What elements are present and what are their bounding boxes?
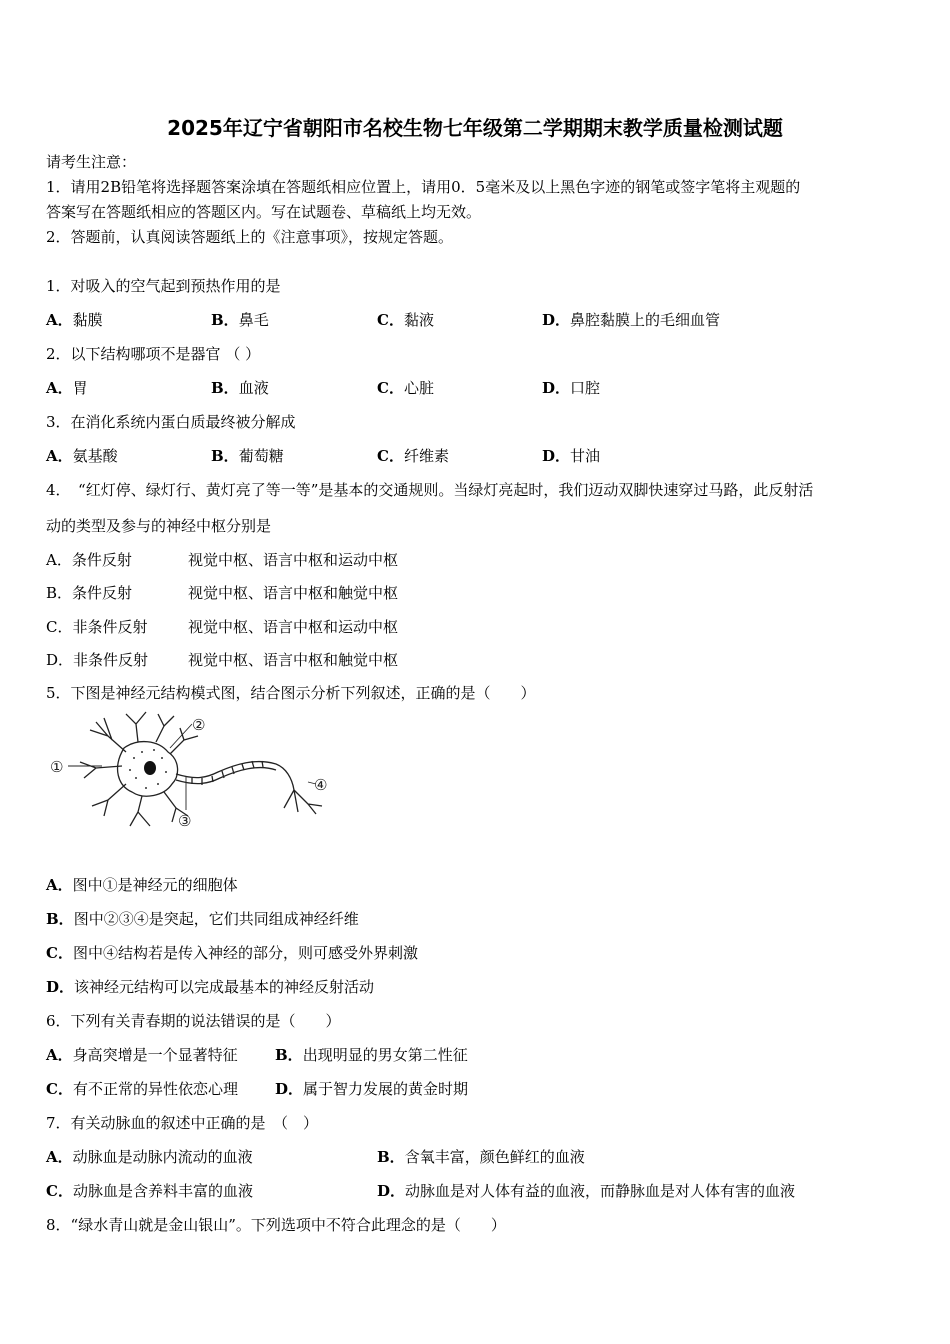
q4-option-d-type: D．非条件反射 bbox=[46, 651, 149, 669]
q6-option-b: B．出现明显的男女第二性征 bbox=[275, 1046, 468, 1064]
q1-option-a: A．黏膜 bbox=[46, 311, 103, 329]
q3-stem: 3．在消化系统内蛋白质最终被分解成 bbox=[46, 413, 296, 431]
q7-option-b: B．含氧丰富，颜色鲜红的血液 bbox=[377, 1148, 585, 1166]
q4-option-a-type: A．条件反射 bbox=[46, 551, 132, 569]
q1-option-b: B．鼻毛 bbox=[211, 311, 269, 329]
q7-option-d: D．动脉血是对人体有益的血液，而静脉血是对人体有害的血液 bbox=[377, 1182, 796, 1200]
q4-stem-cont: 动的类型及参与的神经中枢分别是 bbox=[46, 517, 272, 535]
q4-option-c-center: 视觉中枢、语言中枢和运动中枢 bbox=[188, 618, 399, 636]
q6-option-c: C．有不正常的异性依恋心理 bbox=[46, 1080, 238, 1098]
q6-stem: 6．下列有关青春期的说法错误的是（ ） bbox=[46, 1012, 341, 1030]
q5-stem: 5．下图是神经元结构模式图，结合图示分析下列叙述，正确的是（ ） bbox=[46, 684, 536, 702]
fig-label-4: ④ bbox=[314, 776, 328, 794]
q4-option-b-center: 视觉中枢、语言中枢和触觉中枢 bbox=[188, 584, 399, 602]
q3-option-d: D．甘油 bbox=[542, 447, 601, 465]
q6-option-a: A．身高突增是一个显著特征 bbox=[46, 1046, 238, 1064]
q1-option-c: C．黏液 bbox=[377, 311, 434, 329]
fig-label-1: ① bbox=[50, 758, 64, 776]
q4-option-b-type: B．条件反射 bbox=[46, 584, 133, 602]
q2-option-c: C．心脏 bbox=[377, 379, 434, 397]
notice-heading: 请考生注意： bbox=[46, 153, 137, 171]
notice-item-2: 2．答题前，认真阅读答题纸上的《注意事项》，按规定答题。 bbox=[46, 228, 454, 246]
q5-option-b: B．图中②③④是突起，它们共同组成神经纤维 bbox=[46, 910, 359, 928]
q2-option-b: B．血液 bbox=[211, 379, 269, 397]
q7-option-a: A．动脉血是动脉内流动的血液 bbox=[46, 1148, 253, 1166]
q3-option-a: A．氨基酸 bbox=[46, 447, 118, 465]
q1-option-d: D．鼻腔黏膜上的毛细血管 bbox=[542, 311, 721, 329]
q4-stem: 4． “红灯停、绿灯行、黄灯亮了等一等”是基本的交通规则。当绿灯亮起时，我们迈动双脚快速穿过马路，此反射活 bbox=[46, 481, 814, 499]
q7-stem: 7．有关动脉血的叙述中正确的是 （ ） bbox=[46, 1114, 319, 1132]
fig-label-3: ③ bbox=[178, 812, 192, 830]
q5-option-c: C．图中④结构若是传入神经的部分，则可感受外界刺激 bbox=[46, 944, 418, 962]
q4-option-c-type: C．非条件反射 bbox=[46, 618, 148, 636]
q5-option-d: D．该神经元结构可以完成最基本的神经反射活动 bbox=[46, 978, 375, 996]
q4-option-d-center: 视觉中枢、语言中枢和触觉中枢 bbox=[188, 651, 399, 669]
notice-item-1: 1．请用2B铅笔将选择题答案涂填在答题纸相应位置上，请用0．5毫米及以上黑色字迹的钢笔或签字笔将主观题的 bbox=[46, 178, 801, 196]
q8-stem: 8．“绿水青山就是金山银山”。下列选项中不符合此理念的是（ ） bbox=[46, 1216, 506, 1234]
page-title: 2025年辽宁省朝阳市名校生物七年级第二学期期末教学质量检测试题 bbox=[167, 116, 783, 140]
q2-stem: 2．以下结构哪项不是器官 （ ） bbox=[46, 345, 261, 363]
q2-option-d: D．口腔 bbox=[542, 379, 601, 397]
q1-stem: 1．对吸入的空气起到预热作用的是 bbox=[46, 277, 281, 295]
q2-option-a: A．胃 bbox=[46, 379, 88, 397]
q6-option-d: D．属于智力发展的黄金时期 bbox=[275, 1080, 469, 1098]
q7-option-c: C．动脉血是含养料丰富的血液 bbox=[46, 1182, 253, 1200]
fig-label-2: ② bbox=[192, 716, 206, 734]
q4-option-a-center: 视觉中枢、语言中枢和运动中枢 bbox=[188, 551, 399, 569]
q5-option-a: A．图中①是神经元的细胞体 bbox=[46, 876, 238, 894]
neuron-diagram bbox=[46, 708, 346, 838]
q3-option-c: C．纤维素 bbox=[377, 447, 449, 465]
notice-item-1-cont: 答案写在答题纸相应的答题区内。写在试题卷、草稿纸上均无效。 bbox=[46, 203, 482, 221]
q3-option-b: B．葡萄糖 bbox=[211, 447, 284, 465]
